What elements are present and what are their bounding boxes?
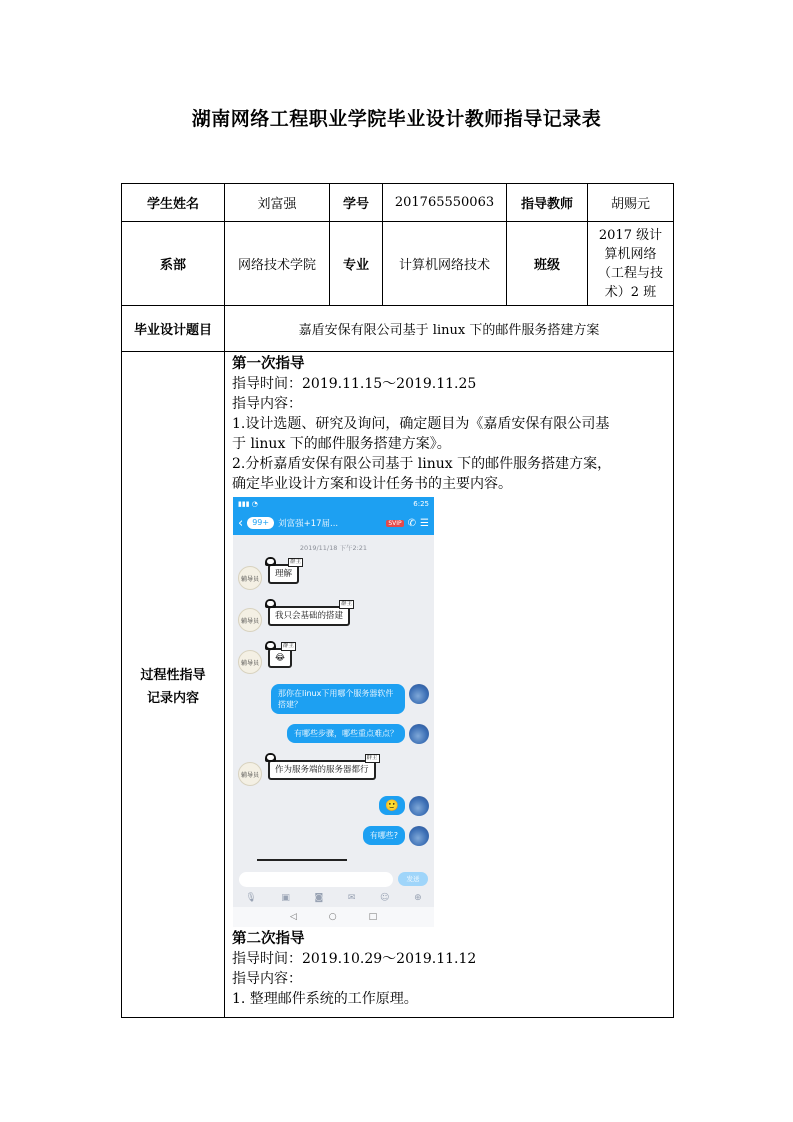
android-nav-bar <box>233 907 434 927</box>
chat-message <box>238 724 429 744</box>
message-bubble <box>268 601 353 626</box>
process-label-line: 过程性指导 <box>140 667 206 683</box>
first-item-2-cont: 确定毕业设计方案和设计任务书的主要内容。 <box>232 476 512 492</box>
unread-badge: 99+ <box>247 517 274 529</box>
second-guidance-heading: 第二次指导 <box>232 931 305 947</box>
major-label: 专业 <box>330 222 383 306</box>
panda-decoration-icon <box>265 599 276 608</box>
status-time: 6:25 <box>413 500 429 508</box>
chat-header <box>233 511 434 535</box>
first-guidance-time: 指导时间：2019.11.15～2019.11.25 <box>232 376 477 392</box>
first-guidance-content-label: 指导内容： <box>232 396 302 412</box>
student-avatar[interactable] <box>409 826 429 846</box>
class-line: 算机网络 <box>604 246 657 262</box>
chat-message <box>238 684 429 714</box>
message-text: 理解 <box>275 569 293 579</box>
message-bubble <box>268 755 378 780</box>
microphone-icon[interactable]: 🎙 <box>245 893 257 903</box>
rank-badge: 群主 <box>282 643 294 649</box>
row-topic <box>122 306 674 352</box>
message-bubble <box>268 643 294 668</box>
rank-badge: 群主 <box>290 559 302 565</box>
panda-decoration-icon <box>265 641 276 650</box>
row-process <box>122 352 674 1018</box>
dept-label: 系部 <box>122 222 225 306</box>
teacher-avatar[interactable]: 辅导员 <box>238 566 262 590</box>
teacher-avatar[interactable]: 辅导员 <box>238 650 262 674</box>
class-label: 班级 <box>507 222 588 306</box>
second-guidance-time: 指导时间：2019.10.29～2019.11.12 <box>232 951 477 967</box>
chat-message <box>238 826 429 846</box>
student-id-value: 201765550063 <box>383 184 507 222</box>
panda-decoration-icon <box>265 753 276 762</box>
nav-home-icon[interactable]: ○ <box>328 912 337 922</box>
message-bubble: 那你在linux下用哪个服务器软件搭建？ <box>271 684 405 714</box>
class-line: （工程与技 <box>597 265 663 281</box>
class-line: 2017 级计 <box>598 227 663 243</box>
camera-icon[interactable]: ◙ <box>314 893 324 903</box>
topic-label: 毕业设计题目 <box>122 306 225 352</box>
student-name-value: 刘富强 <box>225 184 330 222</box>
first-guidance-heading: 第一次指导 <box>232 356 305 372</box>
student-avatar[interactable] <box>409 724 429 744</box>
first-item-2: 2.分析嘉盾安保有限公司基于 linux 下的邮件服务搭建方案， <box>232 456 612 472</box>
class-value <box>588 222 674 306</box>
advisor-value: 胡赐元 <box>588 184 674 222</box>
row-student-info <box>122 184 674 222</box>
teacher-avatar[interactable]: 辅导员 <box>238 608 262 632</box>
send-button[interactable]: 发送 <box>398 872 428 886</box>
chat-message <box>238 642 429 674</box>
chat-message <box>238 754 429 786</box>
guidance-record-table <box>121 183 674 1018</box>
first-item-1: 1.设计选题、研究及询问，确定题目为《嘉盾安保有限公司基 <box>232 416 610 432</box>
row-dept-info <box>122 222 674 306</box>
nav-recents-icon[interactable]: □ <box>368 912 378 922</box>
image-icon[interactable]: ▣ <box>281 893 290 903</box>
dept-value: 网络技术学院 <box>225 222 330 306</box>
emoji-icon[interactable]: ☺ <box>380 893 390 903</box>
topic-value: 嘉盾安保有限公司基于 linux 下的邮件服务搭建方案 <box>225 306 674 352</box>
emoji-laugh-icon: 😂 <box>275 653 285 663</box>
chat-screenshot <box>233 497 434 927</box>
process-label <box>122 352 225 1018</box>
emoji-smile-icon: 🙂 <box>385 799 399 812</box>
phone-call-icon[interactable]: ✆ <box>407 517 417 529</box>
rank-badge: 群主 <box>366 755 378 761</box>
student-avatar[interactable] <box>409 684 429 704</box>
student-id-label: 学号 <box>330 184 383 222</box>
chat-timestamp: 2019/11/18 下午2:21 <box>299 544 368 552</box>
red-packet-icon[interactable]: ✉ <box>347 893 356 903</box>
chat-message <box>238 600 429 632</box>
second-item-1: 1. 整理邮件系统的工作原理。 <box>232 991 418 1007</box>
message-text: 作为服务端的服务器都行 <box>275 765 369 775</box>
message-bubble: 有哪些步骤，哪些重点难点？ <box>287 724 405 743</box>
phone-status-bar <box>233 497 434 511</box>
chat-contact-name: 刘富强+17届... <box>278 519 339 529</box>
teacher-avatar[interactable]: 辅导员 <box>238 762 262 786</box>
chat-message <box>238 796 429 816</box>
process-content <box>225 352 674 1018</box>
back-arrow-icon[interactable]: ‹ <box>238 515 244 531</box>
advisor-label: 指导教师 <box>507 184 588 222</box>
student-name-label: 学生姓名 <box>122 184 225 222</box>
chat-message <box>238 558 429 590</box>
menu-icon[interactable]: ☰ <box>420 517 429 529</box>
nav-back-icon[interactable]: ◁ <box>289 912 297 922</box>
major-value: 计算机网络技术 <box>383 222 507 306</box>
chat-input[interactable] <box>239 872 393 887</box>
class-line: 术）2 班 <box>604 284 657 300</box>
process-label-line: 记录内容 <box>146 690 199 706</box>
message-bubble <box>268 559 302 584</box>
rank-badge: 群主 <box>341 601 353 607</box>
message-bubble <box>379 796 405 815</box>
chat-toolbar <box>233 890 434 906</box>
chat-input-bar <box>233 869 434 889</box>
vip-badge: SVIP <box>388 519 402 527</box>
partial-message-edge <box>257 859 347 867</box>
panda-decoration-icon <box>265 557 276 566</box>
message-text: 我只会基础的搭建 <box>275 611 344 621</box>
plus-icon[interactable]: ⊕ <box>414 893 422 903</box>
signal-icon: ▮▮▮ ◔ <box>238 500 258 508</box>
student-avatar[interactable] <box>409 796 429 816</box>
message-bubble: 有哪些? <box>363 826 405 845</box>
page-title: 湖南网络工程职业学院毕业设计教师指导记录表 <box>191 108 602 130</box>
second-guidance-content-label: 指导内容： <box>232 971 302 987</box>
first-item-1-cont: 于 linux 下的邮件服务搭建方案》。 <box>232 436 451 452</box>
